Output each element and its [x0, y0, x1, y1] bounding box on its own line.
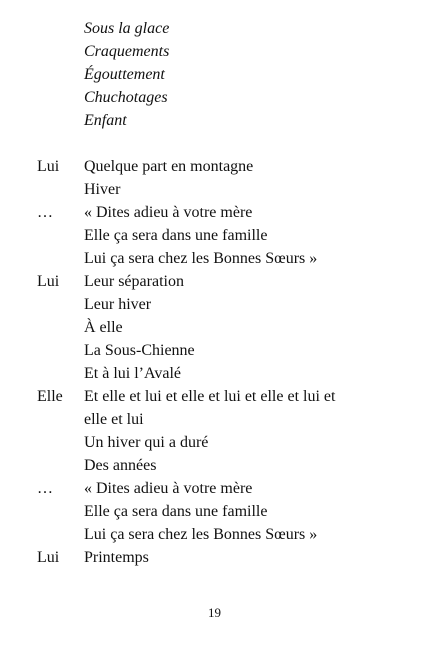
line-text: « Dites adieu à votre mère — [84, 480, 253, 497]
dialogue-line — [0, 431, 429, 454]
dialogue-line — [0, 270, 429, 293]
line-text: Hiver — [84, 181, 121, 198]
line-text: « Dites adieu à votre mère — [84, 204, 253, 221]
speaker-label: Lui — [37, 158, 60, 175]
speaker-label: Lui — [37, 273, 60, 290]
dialogue-line — [0, 523, 429, 546]
line-text: Et à lui l’Avalé — [84, 365, 181, 382]
dialogue-line — [0, 201, 429, 224]
dialogue-line — [0, 454, 429, 477]
line-text: Un hiver qui a duré — [84, 434, 209, 451]
dialogue-line — [0, 546, 429, 569]
title-line: Sous la glace — [84, 20, 170, 37]
dialogue-line — [0, 385, 429, 408]
dialogue-line — [0, 339, 429, 362]
dialogue-line — [0, 362, 429, 385]
line-text: La Sous-Chienne — [84, 342, 195, 359]
title-line: Craquements — [84, 43, 170, 60]
line-text: Printemps — [84, 549, 149, 566]
dialogue-line — [0, 293, 429, 316]
speaker-label: … — [37, 204, 53, 221]
speaker-label: … — [37, 480, 53, 497]
line-text: Quelque part en montagne — [84, 158, 254, 175]
dialogue-line — [0, 155, 429, 178]
line-text: Elle ça sera dans une famille — [84, 503, 268, 520]
line-text: Leur hiver — [84, 296, 152, 313]
page-number: 19 — [208, 605, 221, 620]
dialogue-line — [0, 408, 429, 431]
title-line: Égouttement — [84, 66, 165, 83]
line-text: Leur séparation — [84, 273, 184, 290]
dialogue-block — [0, 155, 429, 569]
dialogue-line — [0, 477, 429, 500]
dialogue-line — [0, 247, 429, 270]
title-line: Chuchotages — [84, 89, 168, 106]
line-text: Des années — [84, 457, 157, 474]
italic-title-block — [84, 17, 169, 132]
line-text: Lui ça sera chez les Bonnes Sœurs » — [84, 526, 318, 543]
line-text: Et elle et lui et elle et lui et elle et lui et — [84, 388, 336, 405]
line-text: À elle — [84, 319, 123, 336]
speaker-label: Elle — [37, 388, 63, 405]
line-text: Elle ça sera dans une famille — [84, 227, 268, 244]
dialogue-line — [0, 500, 429, 523]
title-line: Enfant — [84, 112, 127, 129]
dialogue-line — [0, 316, 429, 339]
dialogue-line — [0, 178, 429, 201]
dialogue-line — [0, 224, 429, 247]
line-text: elle et lui — [84, 411, 144, 428]
speaker-label: Lui — [37, 549, 60, 566]
line-text: Lui ça sera chez les Bonnes Sœurs » — [84, 250, 318, 267]
